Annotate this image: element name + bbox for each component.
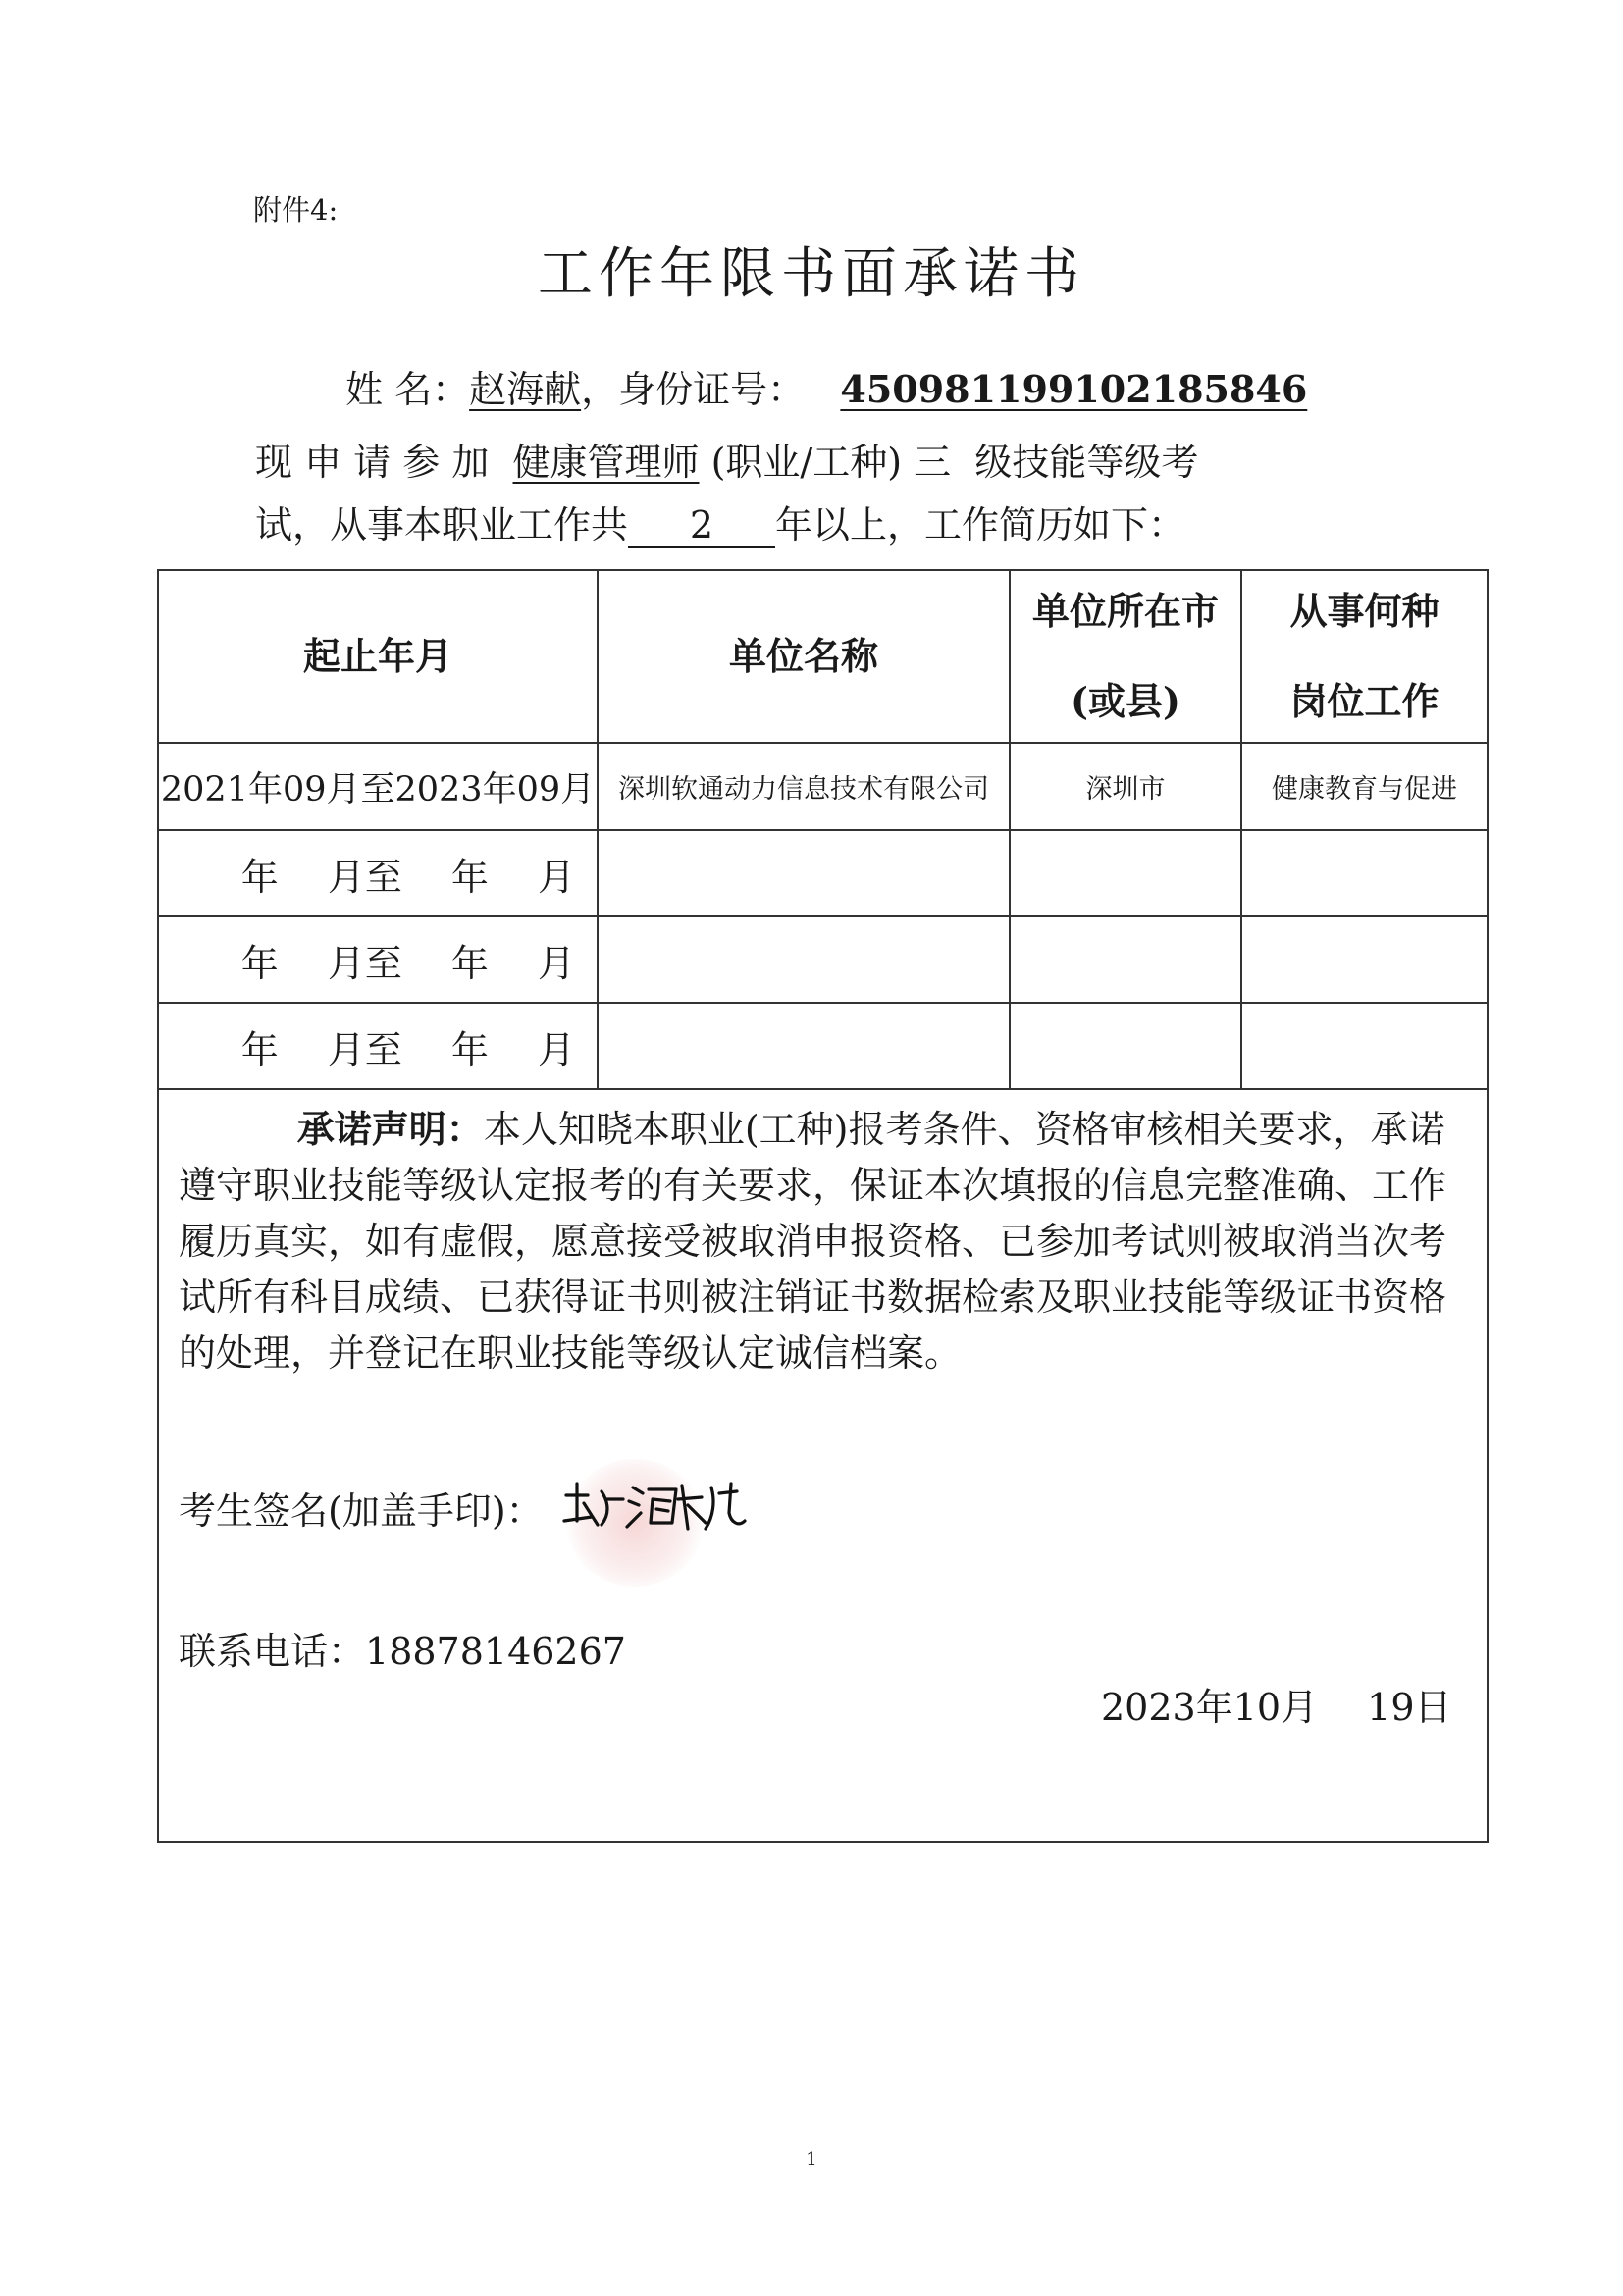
apply-prefix: 现 申 请 参 加: [255, 441, 490, 484]
table-row-1-unit: 深圳软通动力信息技术有限公司: [618, 774, 989, 805]
table-row-4-period: 年 月至 年 月: [240, 1027, 575, 1071]
occupation-suffix: (职业/工种): [710, 441, 903, 484]
phone-label: 联系电话：: [179, 1630, 366, 1673]
handwritten-signature: [558, 1474, 755, 1542]
signature-label: 考生签名(加盖手印)：: [179, 1489, 544, 1533]
years-suffix: 年以上，工作简历如下：: [775, 503, 1186, 547]
document-title: 工作年限书面承诺书: [538, 242, 1085, 306]
table-row-1-period: 2021年09月至2023年09月: [160, 769, 596, 809]
phone-value: 18878146267: [365, 1630, 626, 1673]
declaration-body: 本人知晓本职业(工种)报考条件、资格审核相关要求，承诺遵守职业技能等级认定报考的有关要求，保证本次填报的信息完整准确、工作履历真实，如有虚假，愿意接受被取消申报资格、已参加考试则被取消当次考试所有科目成绩、已获得证书则被注销证书数据检索及职业技能等级证书资格的处理，并登记在职业技能等级认定诚信档案。: [179, 1108, 1447, 1375]
attachment-label: 附件4:: [253, 193, 339, 227]
work-history-table: [157, 569, 1489, 1843]
header-position-line1: 从事何种: [1289, 589, 1440, 633]
occupation-line: [255, 432, 1198, 486]
phone-line: [179, 1621, 626, 1675]
table-row-3-period: 年 月至 年 月: [240, 941, 575, 985]
sign-date: 2023年10月 19日: [1101, 1686, 1452, 1729]
applicant-line: [345, 359, 1307, 413]
years-prefix: 试，从事本职业工作共: [255, 503, 629, 547]
header-location: [1011, 571, 1240, 742]
occupation-value: 健康管理师: [512, 441, 700, 484]
declaration-label: 承诺声明：: [296, 1107, 484, 1151]
header-position-line2: 岗位工作: [1289, 679, 1440, 723]
level-suffix: 级技能等级考: [974, 441, 1199, 484]
header-location-line2: (或县): [1071, 679, 1180, 723]
name-value: 赵海献: [469, 368, 582, 411]
id-number: 450981199102185846: [840, 367, 1308, 411]
header-location-line1: 单位所在市: [1031, 589, 1219, 633]
years-value: 2: [628, 506, 775, 548]
level-value: 三: [914, 441, 952, 484]
declaration-text: [179, 1101, 1464, 1382]
table-row-1-city: 深圳市: [1085, 774, 1166, 805]
header-unit-name: 单位名称: [728, 634, 878, 678]
page-number: 1: [806, 2149, 817, 2169]
header-period: 起止年月: [302, 634, 452, 678]
table-row-1-position: 健康教育与促进: [1272, 774, 1457, 805]
header-position: [1242, 571, 1487, 742]
name-label: 姓 名：: [345, 368, 470, 411]
years-line: [255, 495, 1185, 548]
id-label: ，身份证号：: [581, 368, 806, 411]
table-row-2-period: 年 月至 年 月: [240, 855, 575, 899]
